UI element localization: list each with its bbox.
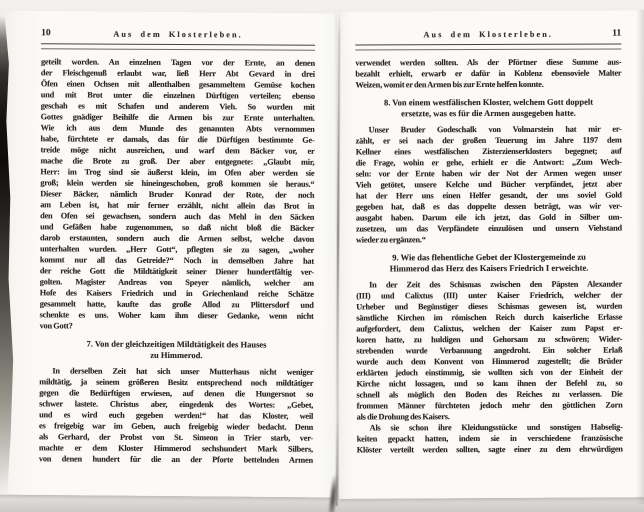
text-line: ausgabt haben. Darum eile ich jetzt, das Gold in Silber um- [355, 212, 622, 222]
text-line: den Ofen sei gewachsen, sondern auch das Mehl in den Säcken [40, 210, 315, 222]
text-line: gegeben hat, daß es das doppelte dessen beträgt, was wir ver- [355, 201, 622, 211]
text-line: (III) und Calixtus (III) unter Kaiser Friedrich, welcher der [356, 290, 623, 300]
header-rule-left [41, 43, 315, 50]
header-rule-right [355, 44, 621, 50]
page-left [39, 29, 315, 465]
text-line: Vieh getötet, unsere Kelche und Bücher verpfändet, jetzt aber [355, 179, 622, 189]
text-line: der reiche Gott die Mildtätigkeit seiner Diener hundertfältig ver- [39, 265, 314, 277]
running-head-title: Aus dem Klosterleben. [423, 29, 554, 40]
heading-line: zu Himmerod. [150, 349, 203, 360]
section-heading [39, 338, 313, 361]
paragraph-block [39, 365, 314, 465]
text-line: Klöster verteilt werden sollten, sagte einer zu dem ehrwürdigen [356, 444, 623, 454]
text-line: In der Zeit des Schismas zwischen den Päpsten Alexander [369, 279, 623, 289]
heading-line: 7. Von der gleichzeitigen Mildtätigkeit des Hauses [86, 338, 267, 349]
text-line: verwendet werden sollten. Als der Pförtner diese Summe aus- [355, 57, 622, 67]
text-line: mache die Brote zu groß. Der aber entgegnete: „Glaubt mir, [40, 155, 315, 167]
text-line: es freigebig war im Geben, auch freigebig wieder bedacht. Denn [39, 420, 314, 432]
text-line: als Gerhard, der Probst von St. Simeon in Trier starb, ver- [38, 431, 314, 443]
text-line: keiten gepackt hatten, indem sie in verschiedene französische [356, 433, 623, 443]
text-line: und mit Brot unter die einzelnen Dürftigen verteilen; ebenso [40, 89, 315, 101]
text-line: Dieser Bäcker, nämlich Bruder Konrad der Rote, der noch [40, 188, 315, 200]
text-line: wurde auch dem Konvent von Himmerod zugestellt; die Brüder [356, 356, 623, 366]
text-line: treide möge nicht ausreichen, und warf dem Bäcker vor, er [40, 144, 315, 156]
paragraph-block [356, 278, 623, 455]
text-line: Wie ich aus dem Munde des genannten Abts vernommen [40, 122, 315, 134]
right-edge-shade [636, 10, 644, 504]
section-heading [355, 96, 621, 119]
text-line: zusetzen, um das Verpfändete einzulösen und unsern Viehstand [355, 223, 622, 233]
running-head-title: Aus dem Klosterleben. [113, 29, 243, 40]
text-line: groß; klein werden sie hineingeschoben, groß kommen sie heraus.“ [40, 177, 315, 189]
text-line: aufgefordert, dem Calixtus, welchen der Kaiser zum Papst er- [356, 323, 623, 333]
text-line: Kirche nicht lossagen, und so kam ihnen der Befehl zu, so [356, 378, 623, 388]
bottom-edge-shade [0, 498, 644, 512]
text-line: strebenden wurde Verbannung angedroht. Ein solcher Erlaß [356, 345, 623, 355]
text-line: schenkte es uns. Woher kam ihm dieser Gedanke, wenn nicht [39, 309, 314, 321]
text-line: darob erstaunten, sondern auch die Armen selbst, welche davon [40, 232, 315, 244]
heading-line: 8. Von einem westfälischen Kloster, welchem Gott doppelt [383, 96, 594, 107]
text-line: Gottes gnädiger Beihilfe die Armen bis zur Ernte unterhalten. [40, 111, 315, 123]
page-body-left [39, 56, 315, 465]
page-body-right [355, 56, 622, 455]
text-line: der Fleischgenuß erlaubt war, ließ Herr Abt Gevard in drei [40, 67, 315, 79]
text-line: sämtliche Kirchen im römischen Reich durch kaiserliche Erlasse [356, 312, 623, 322]
running-head-left [41, 29, 315, 42]
text-line: gesammelt hatte, kaufte das große Allod zu Plittersdorf und [39, 298, 314, 310]
text-line: von Gott? [39, 320, 73, 330]
text-line: wieder zu ergänzen.“ [355, 234, 426, 244]
text-line: machte er dem Kloster Himmerod sechshundert Mark Silbers, [38, 442, 313, 454]
text-line: habe, fürchtete er damals, das für die Dürftigen bestimmte Ge- [40, 133, 315, 145]
text-line: die Frage, wohin er gehe, erhielt er die Antwort: „Zum Wech- [355, 157, 622, 167]
page-number-right: 11 [612, 28, 622, 39]
text-line: Öfen einen Ochsen mit allenthalben gesammeltem Gemüse kochen [40, 78, 315, 90]
text-line: bezahlt erhielt, erwarb er dafür in Koblenz ebensoviele Malter [355, 68, 622, 78]
text-line: und Gefäßen habe zugenommen, so daß nicht bloß die Bäcker [40, 221, 315, 233]
heading-line: ersetzte, was es für die Armen ausgegeben hatte. [401, 107, 576, 118]
page-right [355, 30, 622, 455]
page-number-left: 10 [41, 28, 51, 39]
text-line: hat der Herr uns einen Helfer gesandt, der uns soviel Gold [355, 190, 622, 200]
text-line: Hofe des Kaisers Friedrich und in Griechenland reiche Schätze [39, 287, 314, 299]
text-line: schwer lastete. Christus aber, eingedenk des Wortes: „Gebet, [39, 398, 314, 410]
paragraph-block [356, 123, 622, 245]
text-line: frommen Männer fürchteten jedoch mehr den göttlichen Zorn [356, 400, 623, 410]
paragraph-block [40, 56, 315, 332]
text-line: am Leben ist, hat mir ferner erzählt, nicht allein das Brot in [40, 199, 315, 211]
text-line: gegen die Bedürftigen erwiesen, auf denen die Hungersnot so [39, 387, 314, 399]
text-line: als die Drohung des Kaisers. [356, 411, 450, 421]
text-line: Unser Bruder Godeschalk von Volmarstein hat mir er- [368, 124, 622, 134]
text-line: und es wird euch gegeben werden!“ hat das Kloster, weil [39, 409, 314, 421]
running-head-right [355, 30, 621, 43]
text-line: schnell als möglich den Boden des Reiches zu verlassen. Die [356, 389, 623, 399]
text-line: In derselben Zeit hat sich unser Mutterhaus nicht weniger [52, 365, 314, 377]
text-line: Kellner eines westfälischen Zisterzienserklosters begegnet; auf [355, 146, 622, 156]
text-line: erklärten jedoch einstimmig, sie wollten sich von der Einheit der [356, 367, 623, 377]
text-line: Herr: im Trog sind sie äußerst klein, im Ofen aber werden sie [40, 166, 315, 178]
text-line: golten. Magister Andreas von Speyer nämlich, welcher am [39, 276, 314, 288]
text-line: geschah es mit Schafen und anderem Vieh. So wurden mit [40, 100, 315, 112]
text-line: von denen hundert für die an der Pforte bettelnden Armen [38, 453, 313, 465]
text-line: zählt, er sei nach der großen Teuerung im Jahre 1197 dem [355, 135, 622, 145]
text-line: Weizen, womit er den Armen bis zur Ernte helfen konnte. [355, 79, 544, 89]
text-line: Urheber und Begünstiger dieses Schismas gewesen ist, wurden [356, 301, 623, 311]
text-line: mildtätig, ja seinem größeren Besitz entsprechend noch mildtätiger [39, 376, 314, 388]
paragraph-block [355, 56, 621, 90]
heading-line: Himmerod das Herz des Kaisers Friedrich I erweichte. [389, 262, 589, 273]
text-line: unterhalten wurden. „Herr Gott“, pflegten sie zu sagen, „woher [39, 243, 315, 255]
text-line: kommt nur all das Getreide?“ Noch in demselben Jahre hat [39, 254, 314, 266]
text-line: koren hatte, zu huldigen und Gehorsam zu schwören; Wider- [356, 334, 623, 344]
text-line: seln: vor der Ernte haben wir der Not der Armen wegen unser [355, 168, 622, 178]
text-line: Als sie schon ihre Kleidungsstücke und sonstigen Habselig- [369, 422, 623, 432]
section-heading [356, 251, 622, 274]
text-line: geteilt worden. An einzelnen Tagen vor der Ernte, an denen [40, 56, 315, 68]
heading-line: 9. Wie das flehentliche Gebet der Klostergemeinde zu [392, 251, 586, 262]
